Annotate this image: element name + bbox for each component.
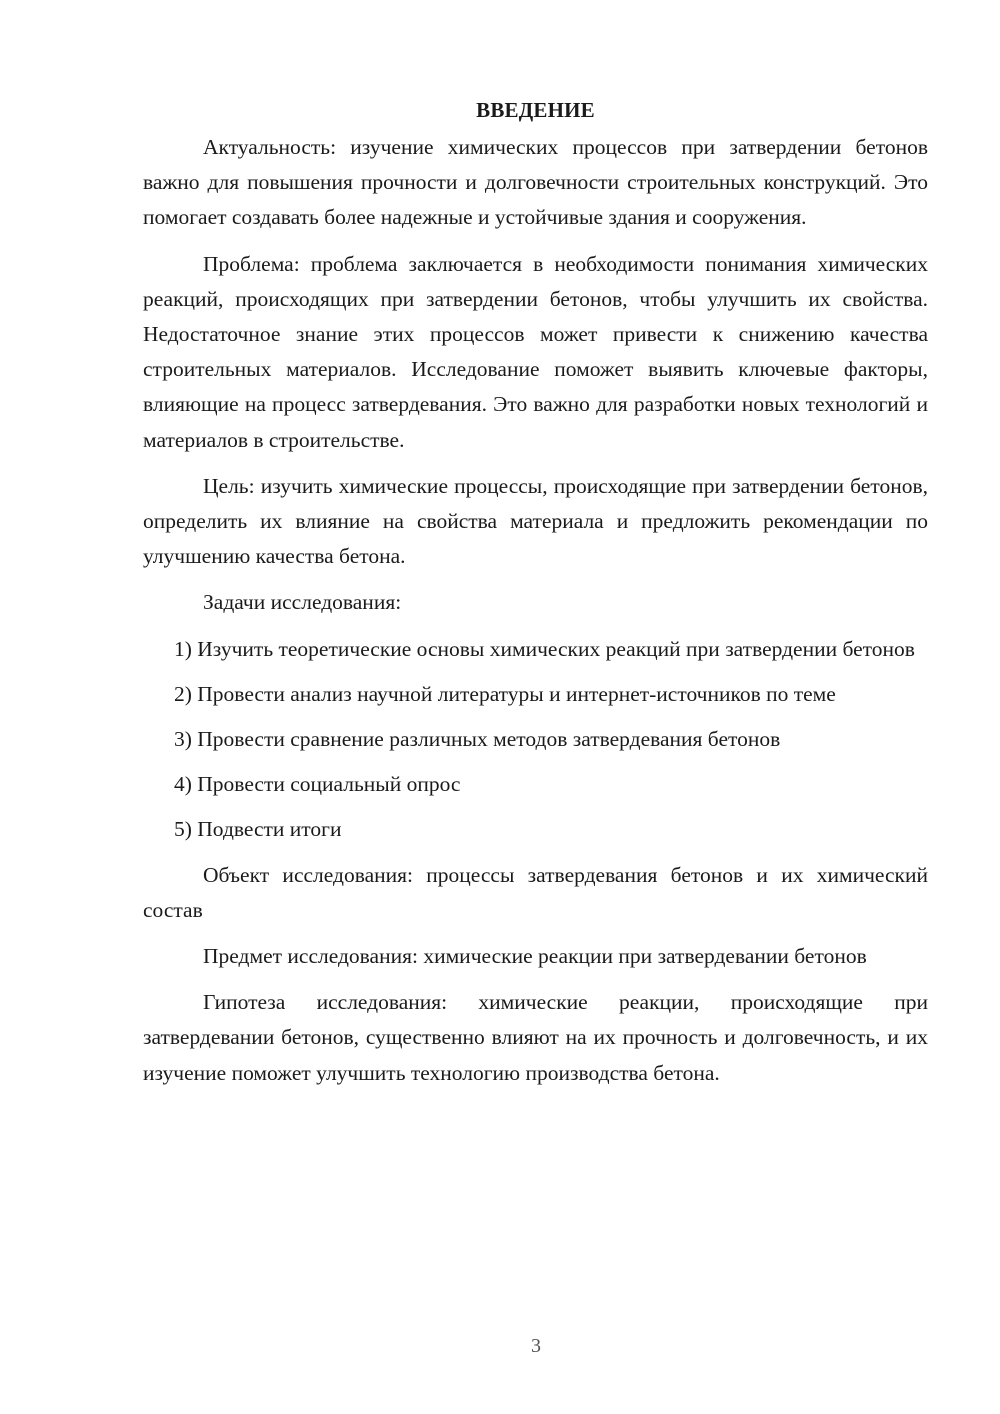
tasks-list [143, 632, 928, 848]
object-paragraph: Объект исследования: процессы затвердевания бетонов и их химический состав [143, 862, 928, 922]
list-item: 1) Изучить теоретические основы химических реакций при затвердении бетонов [174, 636, 915, 661]
problem-paragraph: Проблема: проблема заключается в необходимости понимания химических реакций, происходящих при затвердении бетонов, чтобы улучшить их свойства. Недостаточное знание этих процессов может привести к снижению качества строительных материалов. Исследование поможет выявить ключевые факторы, влияющие на процесс затвердевания. Это важно для разработки новых технологий и материалов в строительстве. [143, 251, 928, 452]
list-item: 5) Подвести итоги [174, 817, 342, 842]
subject-paragraph: Предмет исследования: химические реакции при затвердевании бетонов [203, 944, 867, 969]
list-item: 4) Провести социальный опрос [174, 772, 461, 797]
list-item: 3) Провести сравнение различных методов затвердевания бетонов [174, 727, 781, 752]
relevance-paragraph: Актуальность: изучение химических процессов при затвердении бетонов важно для повышения прочности и долговечности строительных конструкций. Это помогает создавать более надежные и устойчивые здания и сооружения. [143, 135, 928, 230]
goal-paragraph: Цель: изучить химические процессы, происходящие при затвердении бетонов, определить их влияние на свойства материала и предложить рекомендации по улучшению качества бетона. [143, 473, 928, 569]
section-heading: ВВЕДЕНИЕ [476, 98, 595, 122]
list-item: 2) Провести анализ научной литературы и интернет-источников по теме [174, 681, 836, 706]
hypothesis-paragraph: Гипотеза исследования: химические реакции, происходящие при затвердевании бетонов, существенно влияют на их прочность и долговечность, и их изучение поможет улучшить технологию производства бетона. [143, 990, 928, 1085]
tasks-heading: Задачи исследования: [203, 590, 402, 615]
page-number: 3 [531, 1335, 541, 1357]
document-page [143, 93, 928, 1102]
